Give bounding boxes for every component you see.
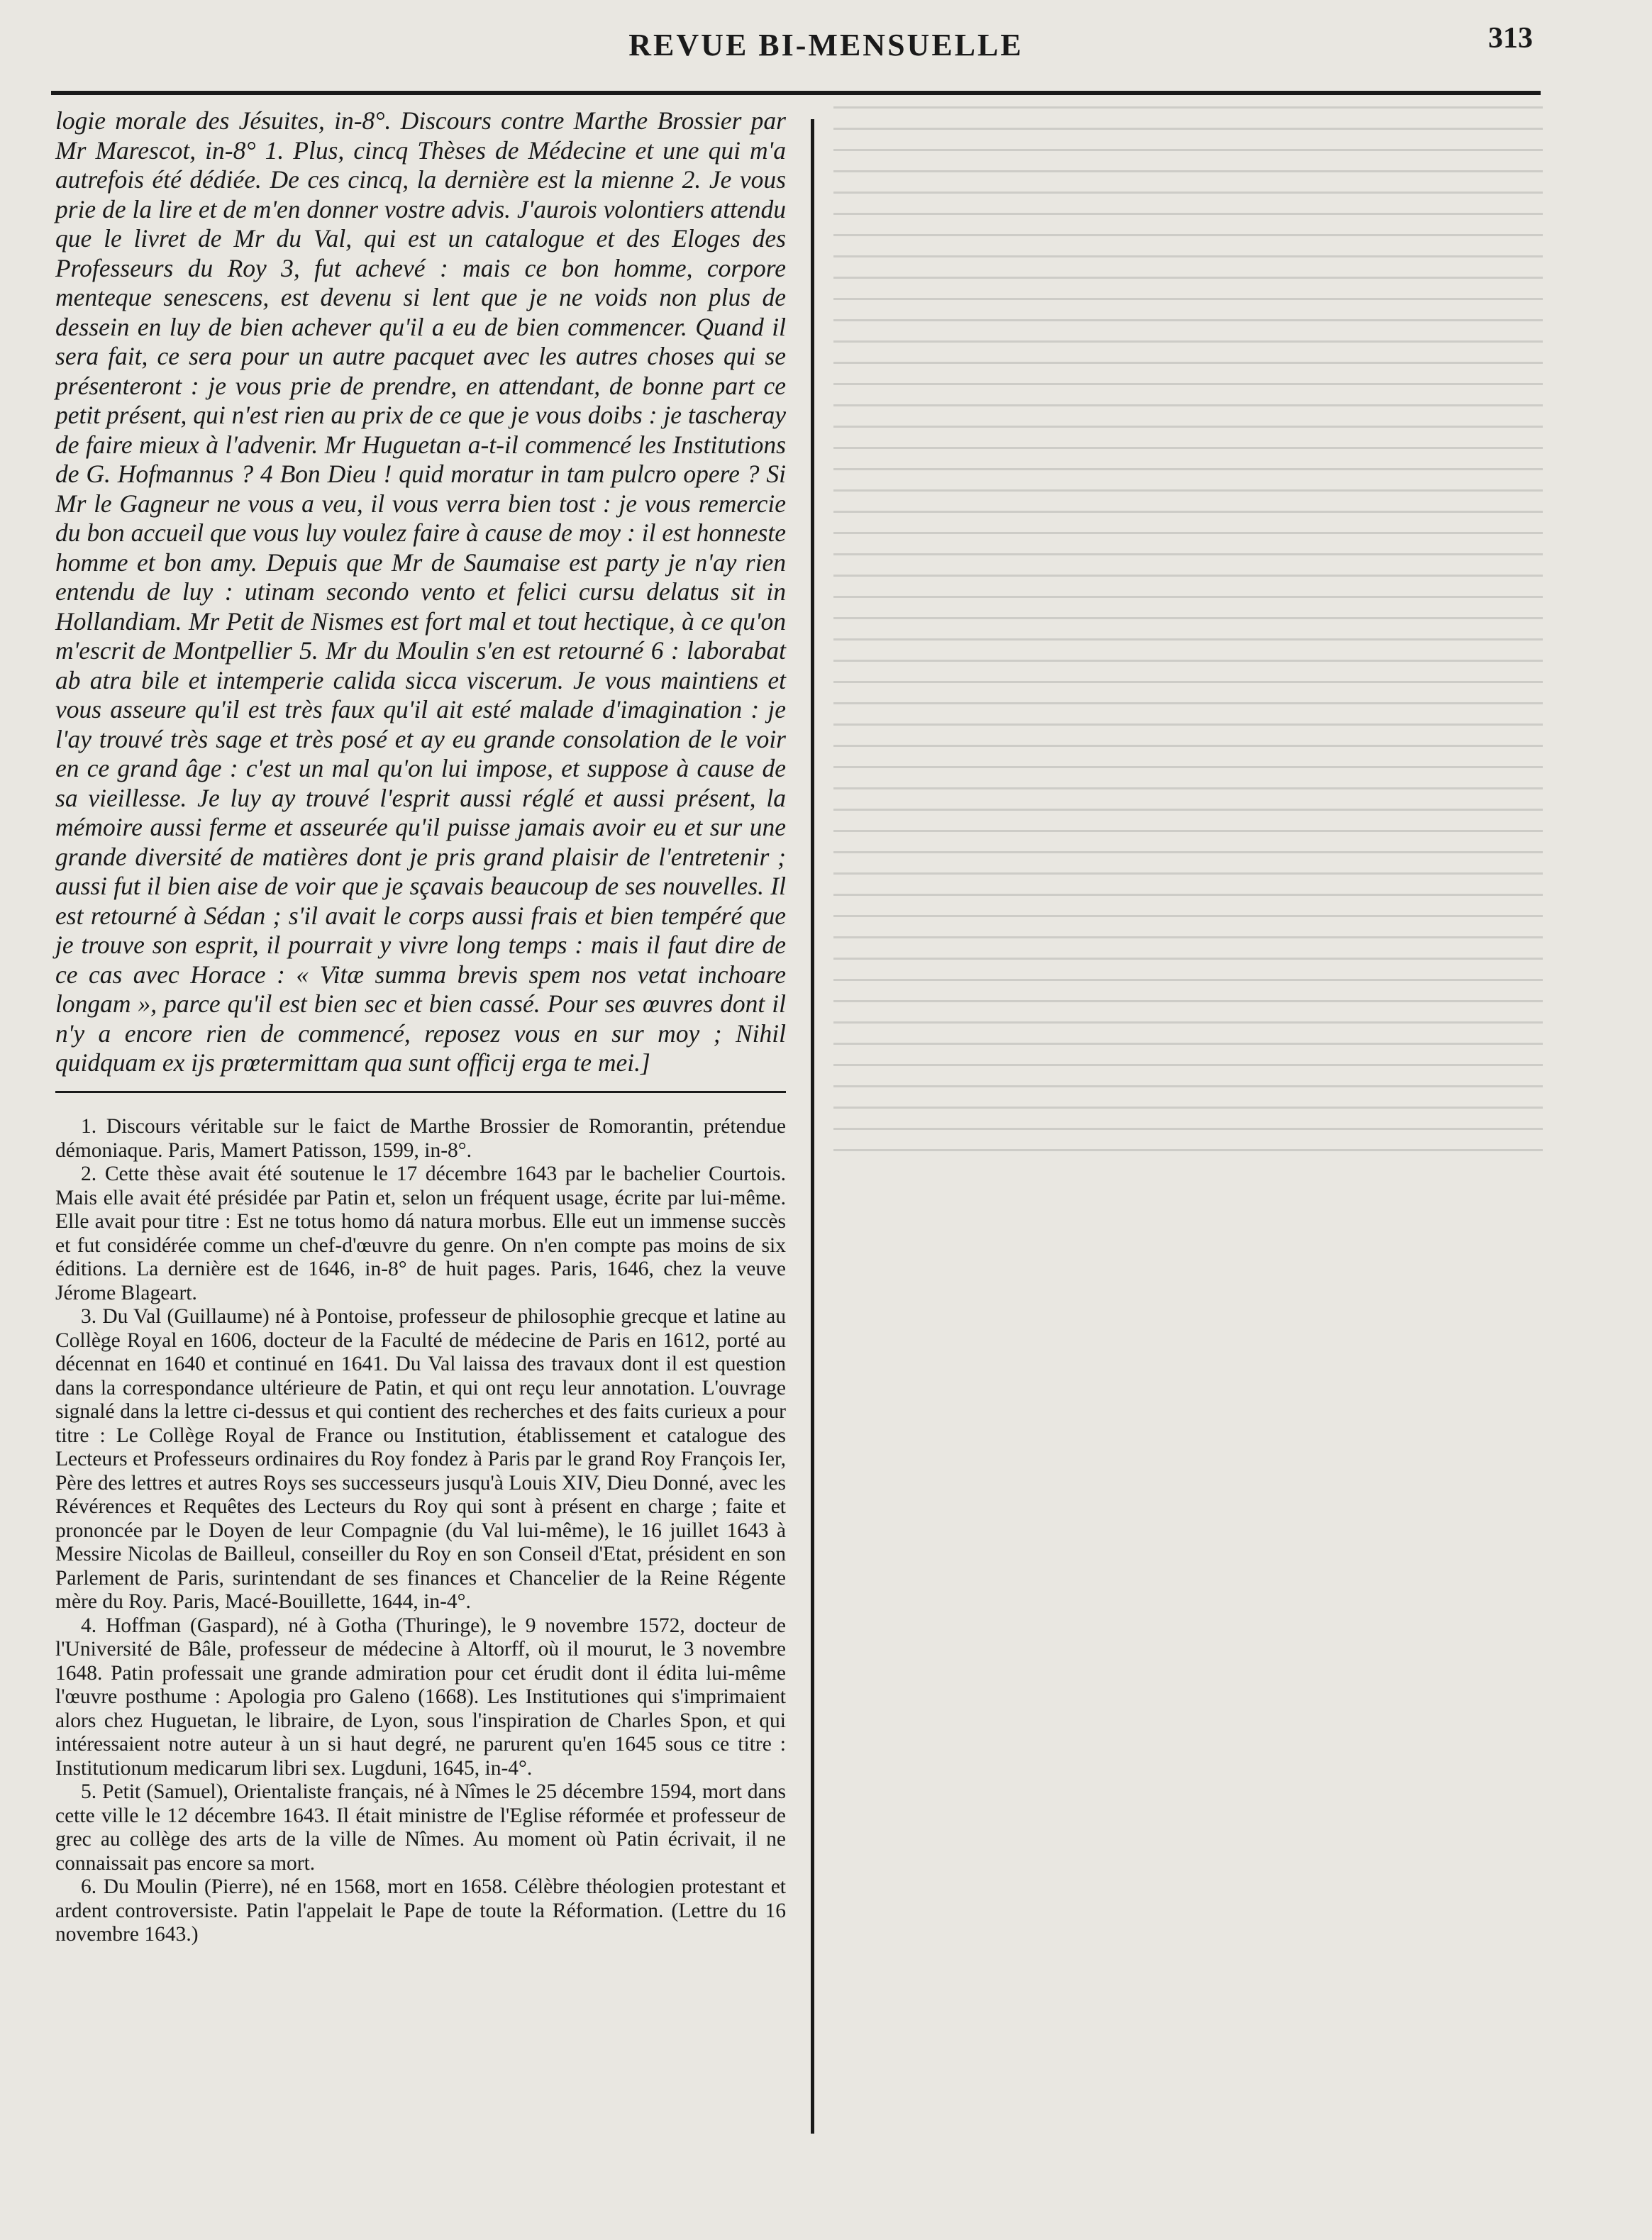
footnote [55,1780,786,1875]
column-divider [811,119,814,2134]
footnote [55,1163,786,1305]
footnote-number: 1. [81,1115,97,1138]
footnote-number: 3. [81,1305,97,1328]
letter-text-block [55,106,786,1078]
footnote-text: Du Moulin (Pierre), né en 1568, mort en 1658. Célèbre théologien protestant et ardent controversiste. Patin l'appelait le Pape de toute la Réformation. (Lettre du 16 novembre 1643.) [55,1875,786,1946]
footnote-number: 5. [81,1780,97,1803]
footnote-text: Discours véritable sur le faict de Marthe Brossier de Romorantin, prétendue démoniaque. Paris, Mamert Patisson, 1599, in-8°. [55,1115,787,1162]
footnote-number: 6. [81,1875,97,1898]
footnote-number: 4. [81,1614,97,1637]
footnote-text: Hoffman (Gaspard), né à Gotha (Thuringe), le 9 novembre 1572, docteur de l'Université de Bâle, professeur de médecine à Altorff, où il mourut, le 3 novembre 1648. Patin professait une grande admiration pour cet érudit dont il édita lui-même l'œuvre posthume : Apologia pro Galeno (1668). Les Institutiones qui s'imprimaient alors chez Huguetan, le libraire, de Lyon, sous l'inspiration de Charles Spon, et qui intéressaient notre auteur à un si haut degré, ne parurent qu'en 1645 sous ce titre : Institutionum medicarum libri sex. Lugduni, 1645, in-4°. [55,1614,786,1780]
letter-paragraph: logie morale des Jésuites, in-8°. Discours contre Marthe Brossier par Mr Marescot, in-8° 1. Plus, cincq Thèses de Médecine et une qui m'a autrefois été dédiée. De ces cincq, la dernière est la mienne 2. Je vous prie de la lire et de m'en donner vostre advis. J'aurois volontiers attendu que le livret de Mr du Val, qui est un catalogue et des Eloges des Professeurs du Roy 3, fut achevé : mais ce bon homme, corpore menteque senescens, est devenu si lent que je ne voids non plus de dessein en luy de bien achever qu'il a eu de bien commencer. Quand il sera fait, ce sera pour un autre pacquet avec les autres choses qui se présenteront : je vous prie de prendre, en attendant, de bonne part ce petit présent, qui n'est rien au prix de ce que je vous doibs : je tascheray de faire mieux à l'advenir. Mr Huguetan a-t-il commencé les Institutions de G. Hofmannus ? 4 Bon Dieu ! quid moratur in tam pulcro opere ? Si Mr le Gagneur ne vous a veu, il vous verra bien tost : je vous remercie du bon accueil que vous luy voulez faire à cause de moy : il est honneste homme et bon amy. Depuis que Mr de Saumaise est party je n'ay rien entendu de luy : utinam secondo vento et felici cursu delatus sit in Hollandiam. Mr Petit de Nismes est fort mal et tout hectique, à ce qu'on m'escrit de Montpellier 5. Mr du Moulin s'en est retourné 6 : laborabat ab atra bile et intemperie calida sicca viscerum. Je vous maintiens et vous asseure qu'il est très faux qu'il ait esté malade d'imagination : je l'ay trouvé très sage et très posé et ay eu grande consolation de le voir en ce grand âge : c'est un mal qu'on lui impose, et suppose à cause de sa vieillesse. Je luy ay trouvé l'esprit aussi réglé et aussi présent, la mémoire aussi ferme et asseurée qu'il puisse jamais avoir eu et sur une grande diversité de matières dont je pris grand plaisir de l'entretenir ; aussi fut il bien aise de voir que je sçavais beaucoup de ses nouvelles. Il est retourné à Sédan ; s'il avait le corps aussi frais et bien tempéré que je trouve son esprit, il pourrait y vivre long temps : mais il faut dire de ce cas avec Horace : « Vitæ summa brevis spem nos vetat inchoare longam », parce qu'il est bien sec et bien cassé. Pour ses œuvres dont il n'y a encore rien de commencé, reposez vous en sur moy ; Nihil quidquam ex ijs prœtermittam qua sunt officij erga te mei.] [55,106,786,1077]
footnote-text: Petit (Samuel), Orientaliste français, né à Nîmes le 25 décembre 1594, mort dans cette ville le 12 décembre 1643. Il était ministre de l'Eglise réformée et professeur de grec au collège des arts de la ville de Nîmes. Au moment où Patin écrivait, il ne connaissait pas encore sa mort. [55,1780,787,1875]
page-number: 313 [1488,22,1533,55]
footnote-text: Cette thèse avait été soutenue le 17 décembre 1643 par le bachelier Courtois. Mais elle avait été présidée par Patin et, selon un fréquent usage, écrite par lui-même. Elle avait pour titre : Est ne totus homo dá natura morbus. Elle eut un immense succès et fut considérée comme un chef-d'œuvre du genre. On n'en compte pas moins de six éditions. La dernière est de 1646, in-8° de huit pages. Paris, 1646, chez la veuve Jérome Blageart. [55,1163,787,1304]
footnotes-block [55,1115,786,1947]
running-title: REVUE BI-MENSUELLE [628,28,1024,62]
header-rule [51,91,1541,95]
footnote [55,1614,786,1781]
footnote-text: Du Val (Guillaume) né à Pontoise, professeur de philosophie grecque et latine au Collège Royal en 1606, docteur de la Faculté de médecine de Paris en 1612, porté au décennat en 1640 et continué en 1641. Du Val laissa des travaux dont il est question dans la correspondance ultérieure de Patin, et qui ont reçu leur annotation. L'ouvrage signalé dans la lettre ci-dessus et qui contient des recherches et des faits curieux a pour titre : Le Collège Royal de France ou Institution, établissement et catalogue des Lecteurs et Professeurs ordinaires du Roy fondez à Paris par le grand Roy François Ier, Père des lettres et autres Roys ses successeurs jusqu'à Louis XIV, Dieu Donné, avec les Révérences et Requêtes des Lecteurs du Roy qui sont à présent en charge ; faite et prononcée par le Doyen de leur Compagnie (du Val lui-même), le 16 juillet 1643 à Messire Nicolas de Bailleul, conseiller du Roy en son Conseil d'Etat, président en son Parlement de Paris, surintendant de ses finances et Chancelier de la Reine Régente mère du Roy. Paris, Macé-Bouillette, 1644, in-4°. [55,1305,787,1613]
footnote [55,1305,786,1614]
footnote [55,1115,786,1163]
footnote-separator [55,1091,786,1093]
footnote-number: 2. [81,1163,97,1185]
footnote [55,1875,786,1947]
bleed-through-text [833,106,1543,2022]
